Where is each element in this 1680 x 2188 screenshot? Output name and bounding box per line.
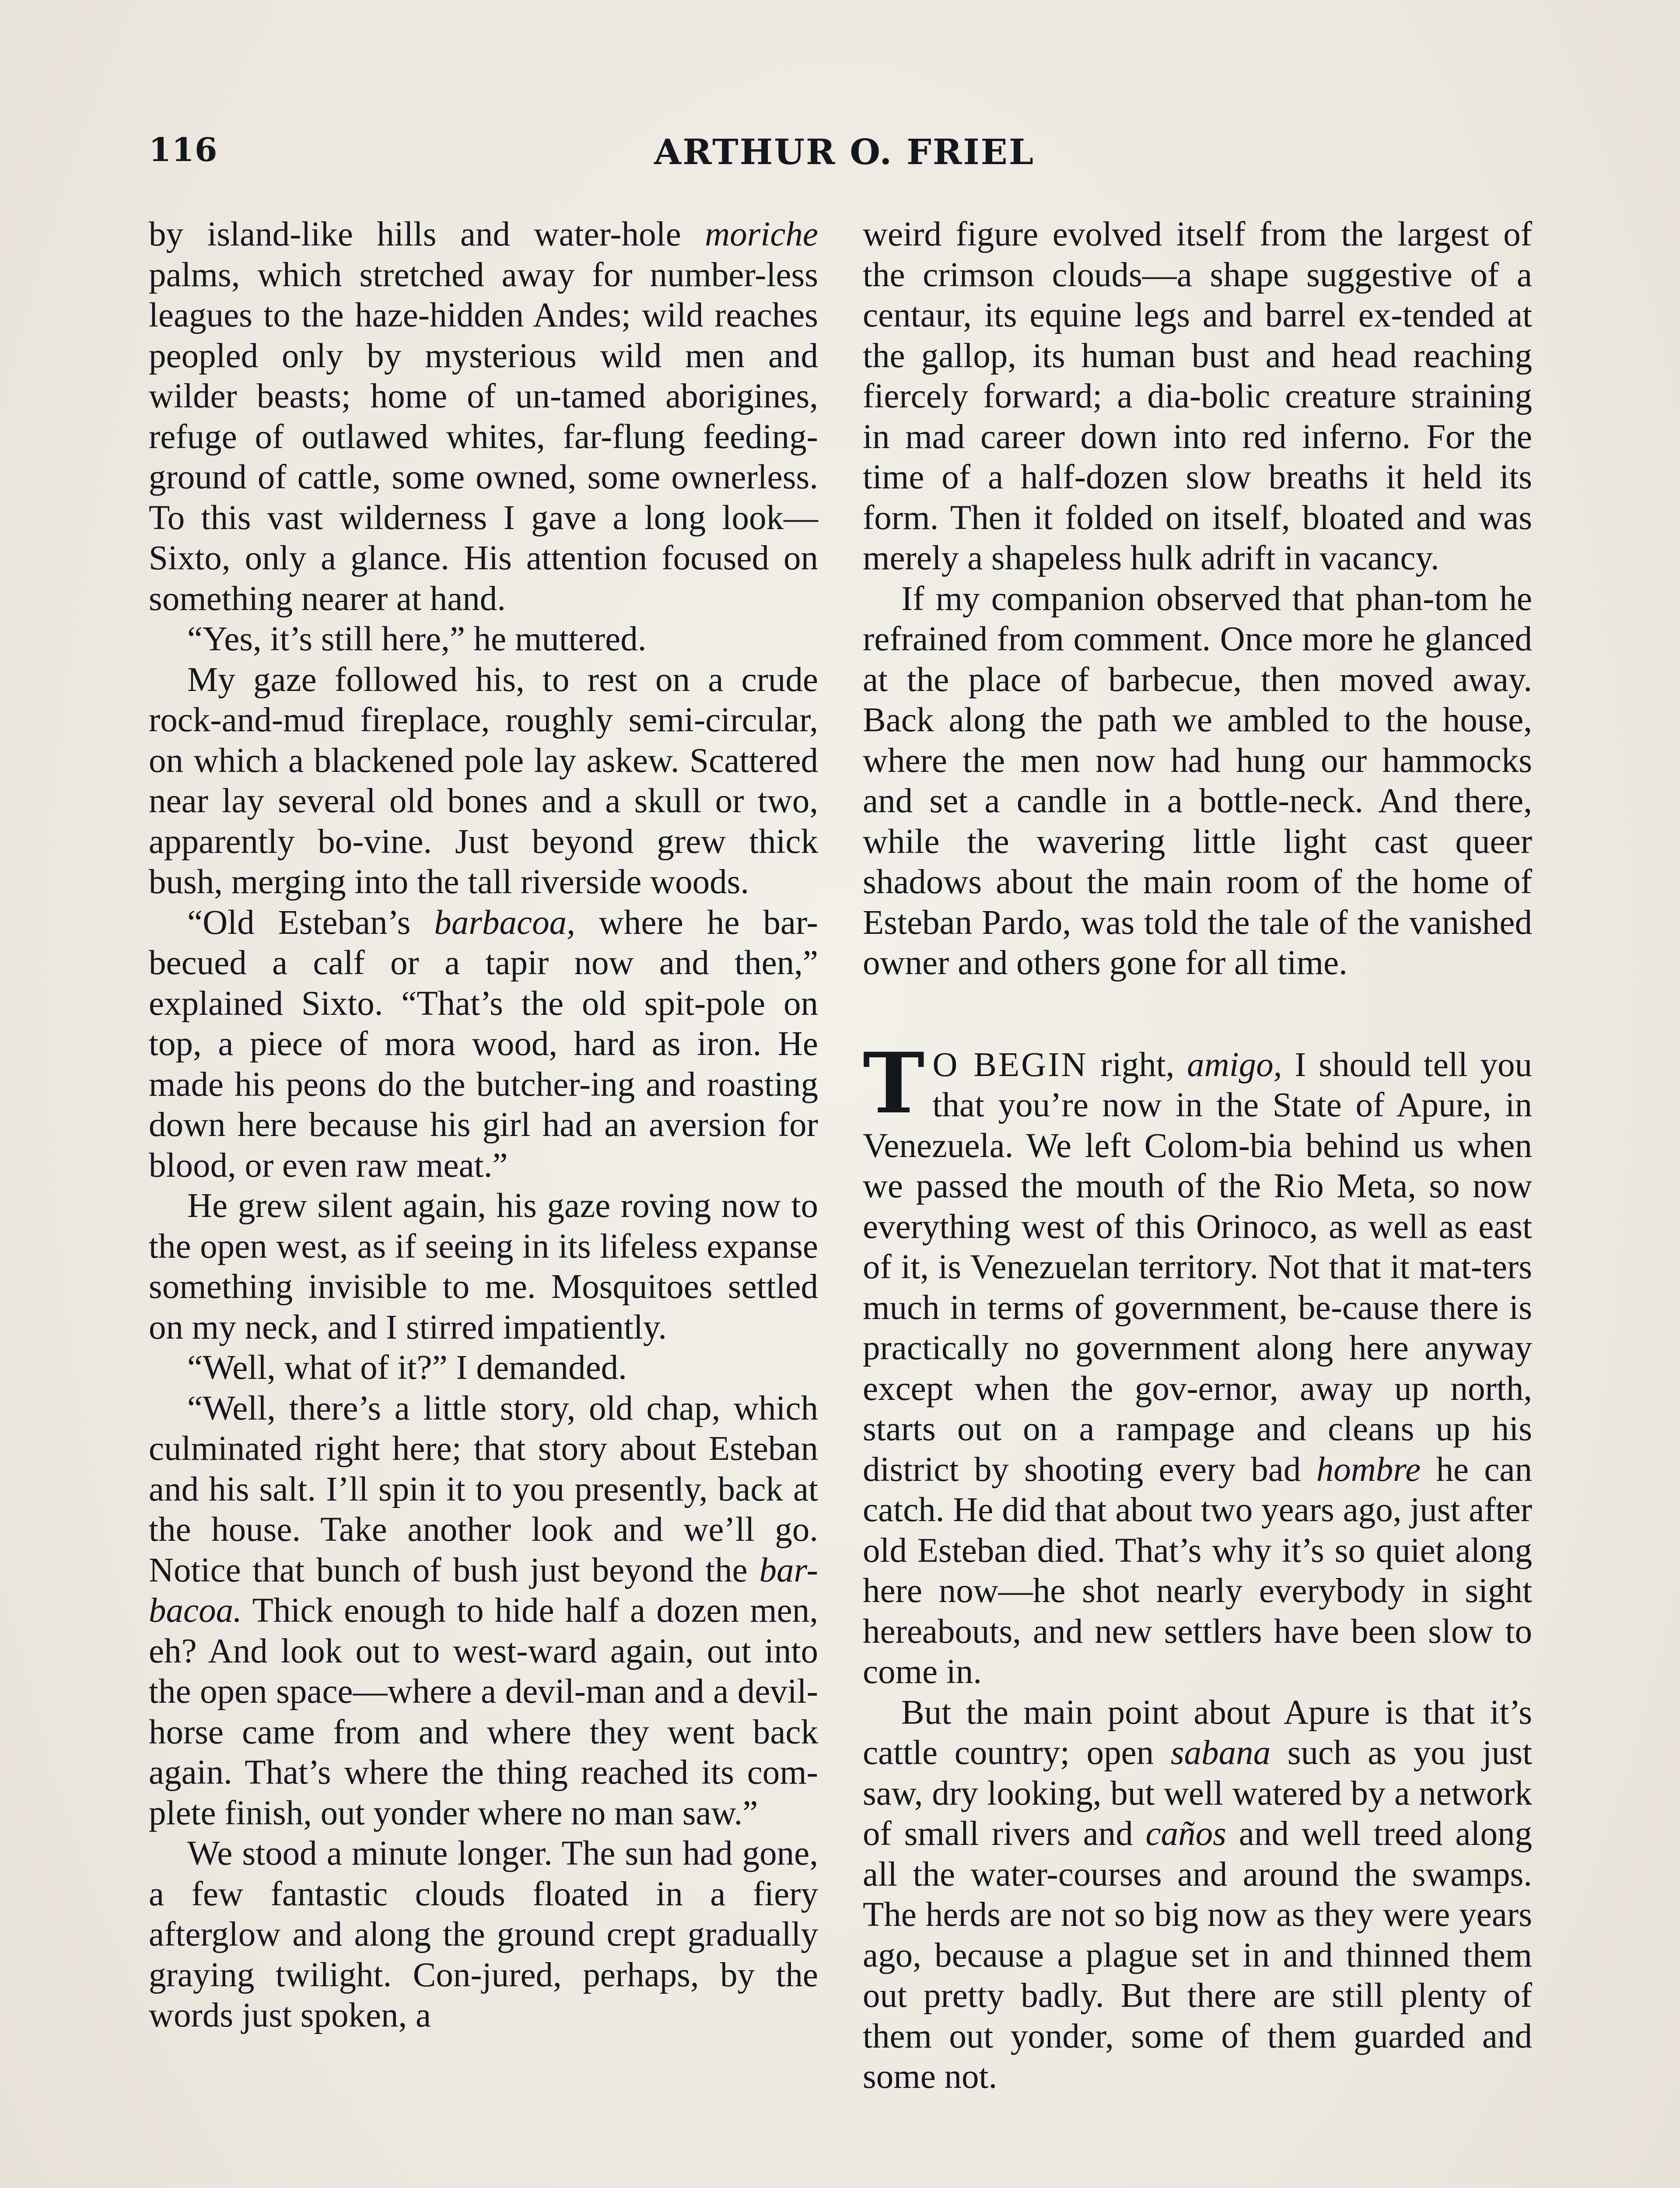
- right-column: [863, 214, 1532, 2097]
- small-caps-lead: O BEGIN: [932, 1045, 1088, 1084]
- paragraph: My gaze followed his, to rest on a crude rock-and-mud fireplace, roughly semi-circular, on which a blackened pole lay askew. Scattered near lay several old bones and a skull or two, apparently bo-vine. Just beyond grew thick bush, merging into the tall riverside woods.: [149, 660, 818, 901]
- italic-term: amigo,: [1187, 1045, 1282, 1084]
- paragraph: But the main point about Apure is that it’s cattle country; open sabana such as you just saw, dry looking, but well watered by a network of small rivers and caños and well treed along all the water-courses and around the swamps. The herds are not so big now as they were years ago, because a plague set in and thinned them out pretty badly. But there are still plenty of them out yonder, some of them guarded and some not.: [863, 1693, 1532, 2096]
- paragraph: If my companion observed that phan-tom he refrained from comment. Once more he glanced at the place of barbecue, then moved away. Back along the path we ambled to the house, where the men now had hung our hammocks and set a candle in a bottle-neck. And there, while the wavering little light cast queer shadows about the main room of the home of Esteban Pardo, was told the tale of the vanished owner and others gone for all time.: [863, 579, 1532, 982]
- paragraph: “Old Esteban’s barbacoa, where he bar-becued a calf or a tapir now and then,” explained Sixto. “That’s the old spit-pole on top, a piece of mora wood, hard as iron. He made his peons do the butcher-ing and roasting down here because his girl had an aversion for blood, or even raw meat.”: [149, 903, 818, 1185]
- paragraph: “Well, what of it?” I demanded.: [187, 1349, 627, 1387]
- paragraph: He grew silent again, his gaze roving now to the open west, as if seeing in its lifeless expanse something invisible to me. Mosquitoes settled on my neck, and I stirred impatiently.: [149, 1187, 818, 1346]
- page-header: [149, 131, 1540, 179]
- drop-cap: T: [863, 1034, 925, 1132]
- paragraph: weird figure evolved itself from the largest of the crimson clouds—a shape suggestive of a centaur, its equine legs and barrel ex-tended at the gallop, its human bust and head reaching fiercely forward; a dia-bolic creature straining in mad career down into red inferno. For the time of a half-dozen slow breaths it held its form. Then it folded on itself, bloated and was merely a shapeless hulk adrift in vacancy.: [863, 215, 1532, 577]
- left-column: [149, 214, 818, 2036]
- paragraph: We stood a minute longer. The sun had gone, a few fantastic clouds floated in a fiery afterglow and along the ground crept gradually graying twilight. Con-jured, perhaps, by the words just spoken, a: [149, 1834, 818, 2034]
- italic-term: sabana: [1170, 1734, 1271, 1772]
- italic-term: barbacoa,: [434, 903, 575, 942]
- italic-term: bar-bacoa.: [149, 1551, 818, 1630]
- italic-term: caños: [1145, 1815, 1226, 1853]
- section-opening-paragraph: T O BEGIN right, amigo, I should tell you that you’re now in the State of Apure, in Venezuela. We left Colom-bia behind us when we passed the mouth of the Rio Meta, so now everything west of this Orinoco, as well as east of it, is Venezuelan territory. Not that it mat-ters much in terms of government, be-cause there is practically no government along here anyway except when the gov-ernor, away up north, starts out on a rampage and cleans up his district by shooting every bad hombre he can catch. He did that about two years ago, just after old Esteban died. That’s why it’s so quiet along here now—he shot nearly everybody in sight hereabouts, and new settlers have been slow to come in.: [863, 1034, 1532, 1691]
- paragraph: “Well, there’s a little story, old chap, which culminated right here; that story about Esteban and his salt. I’ll spin it to you presently, back at the house. Take another look and we’ll go. Notice that bunch of bush just beyond the bar-bacoa. Thick enough to hide half a dozen men, eh? And look out to west-ward again, out into the open space—where a devil-man and a devil-horse came from and where they went back again. That’s where the thing reached its com-plete finish, out yonder where no man saw.”: [149, 1389, 818, 1832]
- italic-term: hombre: [1316, 1450, 1421, 1489]
- running-head: ARTHUR O. FRIEL: [654, 131, 1035, 172]
- page-number: 116: [149, 131, 218, 169]
- paragraph: by island-like hills and water-hole moriche palms, which stretched away for number-less leagues to the haze-hidden Andes; wild reaches peopled only by mysterious wild men and wilder beasts; home of un-tamed aborigines, refuge of outlawed whites, far-flung feeding-ground of cattle, some owned, some ownerless. To this vast wilderness I gave a long look—Sixto, only a glance. His attention focused on something nearer at hand.: [149, 215, 818, 618]
- paragraph: “Yes, it’s still here,” he muttered.: [187, 620, 647, 658]
- italic-term: moriche: [705, 215, 818, 253]
